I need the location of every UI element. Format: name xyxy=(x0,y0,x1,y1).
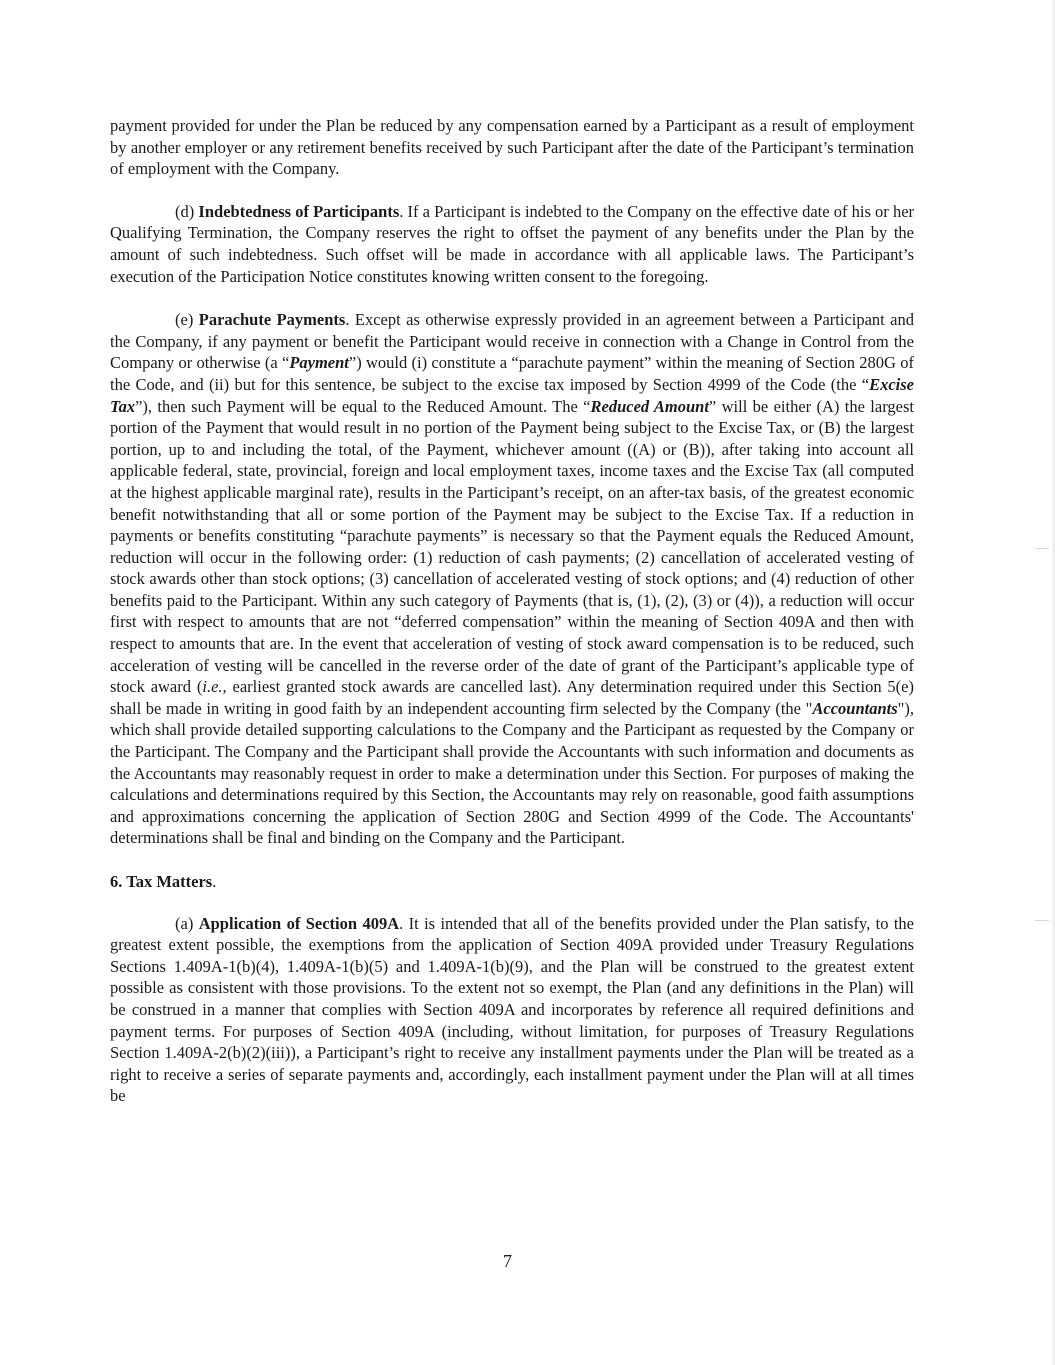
paragraph-body-part: ”) would (i) constitute a “parachute payment” within the meaning of Section 280G of the Code, and (ii) but for this sentence, be subject to the excise tax imposed by Section 4999 of the Code (the “ xyxy=(110,353,914,394)
scan-edge-mark xyxy=(1035,920,1049,921)
paragraph-body-part: , earliest granted stock awards are cancelled last). Any determination required under this Section 5(e) shall be made in writing in good faith by an independent accounting firm selected by the Company (the " xyxy=(110,677,914,718)
paragraph-indebtedness xyxy=(110,201,914,287)
paragraph-body: . It is intended that all of the benefits provided under the Plan satisfy, to the greatest extent possible, the exemptions from the application of Section 409A provided under Treasury Regulations Sections 1.409A-1(b)(4), 1.409A-1(b)(5) and 1.409A-1(b)(9), and the Plan will be construed to the greatest extent possible as consistent with those provisions. To the extent not so exempt, the Plan (and any definitions in the Plan) will be construed in a manner that complies with Section 409A and incorporates by reference all required definitions and payment terms. For purposes of Section 409A (including, without limitation, for purposes of Treasury Regulations Section 1.409A-2(b)(2)(iii)), a Participant’s right to receive any installment payments under the Plan will be treated as a right to receive a series of separate payments and, accordingly, each installment payment under the Plan will at all times be xyxy=(110,913,915,1106)
paragraph-body-part: . Except as otherwise expressly provided in an agreement between a Participant and the Company, if any payment or benefit the Participant would receive in connection with a Change in Control from the Company or otherwise (a “ xyxy=(110,310,915,373)
paragraph-application-409a xyxy=(110,913,914,1107)
section-heading-text: 6. Tax Matters xyxy=(110,872,213,891)
paragraph-body-part: "), which shall provide detailed supporting calculations to the Company and the Participant as requested by the Company or the Participant. The Company and the Participant shall provide the Accountants with such information and documents as the Accountants may reasonably request in order to make a determination under this Section. For purposes of making the calculations and determinations required by this Section, the Accountants may rely on reasonable, good faith assumptions and approximations concerning the application of Section 280G and Section 4999 of the Code. The Accountants' determinations shall be final and binding on the Company and the Participant. xyxy=(110,698,914,848)
defined-term-payment: Payment xyxy=(289,353,349,373)
paragraph-body: . If a Participant is indebted to the Company on the effective date of his or her Qualifying Termination, the Company reserves the right to offset the payment of any benefits under the Plan by the amount of such indebtedness. Such offset will be made in accordance with all applicable laws. The Participant’s execution of the Participation Notice constitutes knowing written consent to the foregoing. xyxy=(110,201,915,286)
paragraph-heading: Parachute Payments xyxy=(198,310,346,330)
scan-edge-mark xyxy=(1035,548,1049,549)
paragraph-label: (a) xyxy=(175,913,194,933)
paragraph-label: (e) xyxy=(175,310,194,330)
paragraph-label: (d) xyxy=(175,201,195,221)
page-number: 7 xyxy=(503,1251,512,1271)
paragraph-continued-text: payment provided for under the Plan be reduced by any compensation earned by a Participant as a result of employment by another employer or any retirement benefits received by such Participant after the date of the Participant’s termination of employment with the Company. xyxy=(110,116,914,179)
paragraph-heading: Indebtedness of Participants xyxy=(198,201,400,221)
defined-term-accountants: Accountants xyxy=(812,698,898,718)
document-page xyxy=(110,115,914,1107)
paragraph-heading: Application of Section 409A xyxy=(198,913,400,933)
defined-term-reduced-amount: Reduced Amount xyxy=(590,396,709,416)
paragraph-parachute-payments xyxy=(110,309,914,849)
section-heading-tax-matters xyxy=(110,871,914,893)
paragraph-continued xyxy=(110,115,914,180)
paragraph-body-part: ” will be either (A) the largest portion of the Payment that would result in no portion of the Payment being subject to the Excise Tax, or (B) the largest portion, up to and including the total, of the Payment, whichever amount ((A) or (B)), after taking into account all applicable federal, state, provincial, foreign and local employment taxes, income taxes and the Excise Tax (all computed at the highest applicable marginal rate), results in the Participant’s receipt, on an after-tax basis, of the greatest economic benefit notwithstanding that all or some portion of the Payment may be subject to the Excise Tax. If a reduction in payments or benefits constituting “parachute payments” is necessary so that the Payment equals the Reduced Amount, reduction will occur in the following order: (1) reduction of cash payments; (2) cancellation of accelerated vesting of stock awards other than stock options; (3) cancellation of accelerated vesting of stock options; and (4) reduction of other benefits paid to the Participant. Within any such category of Payments (that is, (1), (2), (3) or (4)), a reduction will occur first with respect to amounts that are not “deferred compensation” within the meaning of Section 409A and then with respect to amounts that are. In the event that acceleration of vesting of stock award compensation is to be reduced, such acceleration of vesting will be cancelled in the reverse order of the date of grant of the Participant’s applicable type of stock award ( xyxy=(110,396,914,697)
defined-term-excise-tax: Excise Tax xyxy=(110,374,914,416)
scan-page-edge xyxy=(1051,0,1055,1365)
paragraph-body-part: ”), then such Payment will be equal to the Reduced Amount. The “ xyxy=(135,396,591,416)
section-heading-tail: . xyxy=(212,872,217,891)
italic-ie: i.e. xyxy=(202,677,223,697)
